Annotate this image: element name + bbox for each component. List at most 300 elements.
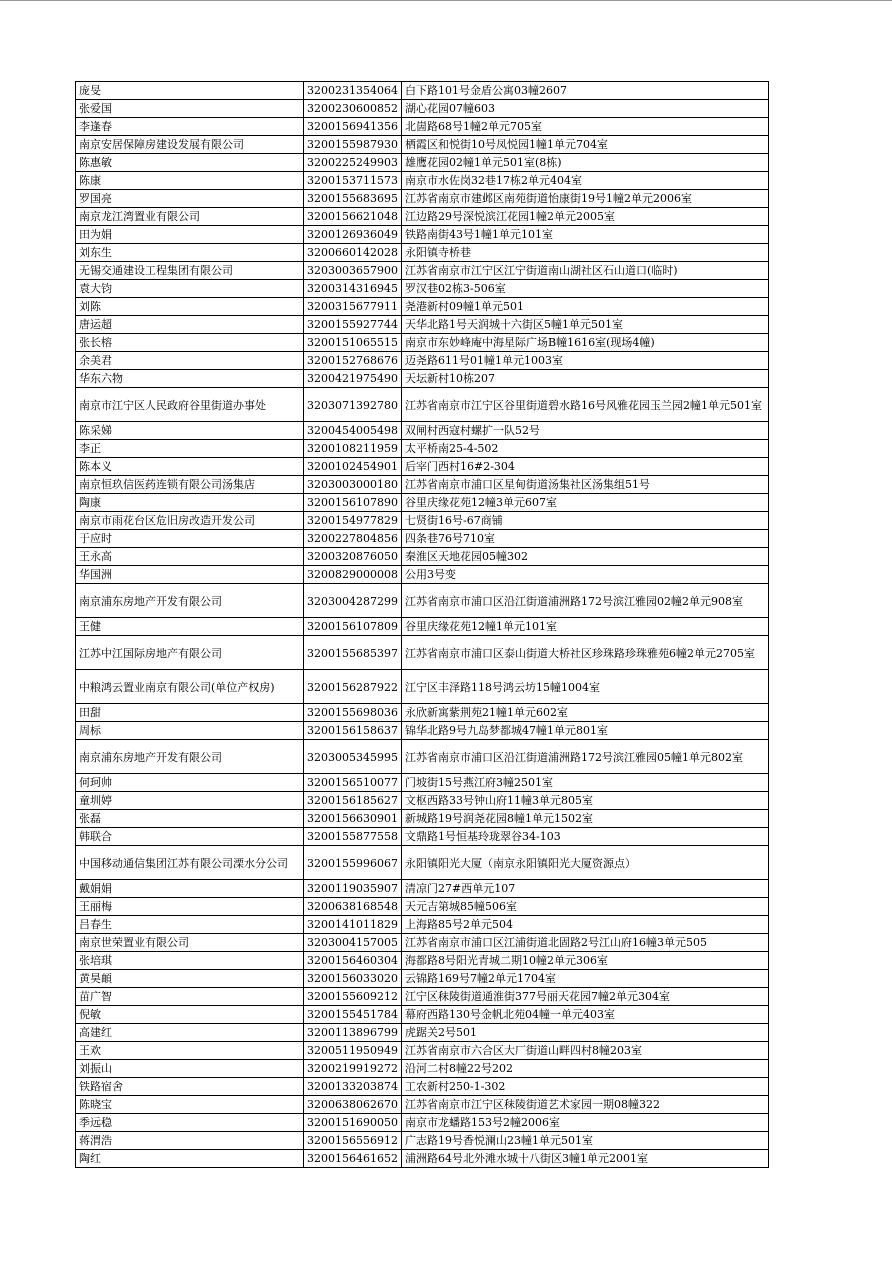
account-id-cell <box>304 618 402 636</box>
name-cell-text: 黄昊頔 <box>79 972 112 985</box>
account-id-cell-text: 3200156630901 <box>307 812 398 825</box>
account-id-cell-text: 3200156107890 <box>307 496 398 509</box>
address-cell-text: 天华北路1号天润城十六街区5幢1单元501室 <box>405 318 623 331</box>
name-cell <box>76 828 304 846</box>
name-cell <box>76 584 304 618</box>
address-cell-text: 秦淮区天地花园05幢302 <box>405 550 528 563</box>
account-id-cell <box>304 154 402 172</box>
address-cell-text: 海都路8号阳光青城二期10幢2单元306室 <box>405 954 608 967</box>
table-row <box>76 334 769 352</box>
name-cell-text: 余美君 <box>79 354 112 367</box>
address-cell-text: 罗汉巷02栋3-506室 <box>405 282 506 295</box>
address-cell <box>402 172 769 190</box>
table-row <box>76 208 769 226</box>
address-cell <box>402 548 769 566</box>
name-cell-text: 李正 <box>79 442 101 455</box>
address-cell <box>402 1078 769 1096</box>
account-id-cell <box>304 1024 402 1042</box>
account-id-cell-text: 3200155877558 <box>307 830 398 843</box>
account-id-cell <box>304 1060 402 1078</box>
name-cell-text: 中粮鸿云置业南京有限公司(单位产权房) <box>79 681 275 694</box>
name-cell <box>76 422 304 440</box>
name-cell <box>76 82 304 100</box>
name-cell <box>76 1060 304 1078</box>
address-cell-text: 江苏省南京市浦口区江浦街道北固路2号江山府16幢3单元505 <box>405 936 707 949</box>
name-cell <box>76 1114 304 1132</box>
address-cell-text: 南京市东妙峰庵中海星际广场B幢1616室(现场4幢) <box>405 336 655 349</box>
name-cell <box>76 810 304 828</box>
account-id-cell-text: 3200154977829 <box>307 514 398 527</box>
address-cell <box>402 704 769 722</box>
name-cell <box>76 352 304 370</box>
address-cell-text: 湖心花园07幢603 <box>405 102 495 115</box>
name-cell-text: 南京安居保障房建设发展有限公司 <box>79 138 244 151</box>
address-cell <box>402 618 769 636</box>
name-cell <box>76 334 304 352</box>
table-row <box>76 934 769 952</box>
address-cell-text: 尧港新村09幢1单元501 <box>405 300 524 313</box>
address-cell-text: 江苏省南京市江宁区江宁街道南山湖社区石山道口(临时) <box>405 264 678 277</box>
address-cell <box>402 458 769 476</box>
account-id-cell-text: 3200156461652 <box>307 1152 398 1165</box>
address-cell-text: 公用3号变 <box>405 568 456 581</box>
name-cell <box>76 618 304 636</box>
table-row <box>76 584 769 618</box>
account-id-cell <box>304 566 402 584</box>
address-cell-text: 双闸村西寇村螺扩一队52号 <box>405 424 540 437</box>
name-cell <box>76 440 304 458</box>
name-cell-text: 刘东生 <box>79 246 112 259</box>
table-row <box>76 566 769 584</box>
table-row <box>76 370 769 388</box>
address-cell <box>402 154 769 172</box>
account-id-cell-text: 3200108211959 <box>307 442 398 455</box>
account-id-cell <box>304 722 402 740</box>
account-id-cell-text: 3200230600852 <box>307 102 398 115</box>
table-row <box>76 262 769 280</box>
address-cell-text: 天坛新村10栋207 <box>405 372 495 385</box>
name-cell-text: 何珂帅 <box>79 776 112 789</box>
name-cell <box>76 244 304 262</box>
name-cell <box>76 548 304 566</box>
account-id-cell <box>304 512 402 530</box>
address-cell <box>402 1024 769 1042</box>
name-cell <box>76 988 304 1006</box>
address-cell <box>402 476 769 494</box>
table-row <box>76 792 769 810</box>
name-cell-text: 张长榕 <box>79 336 112 349</box>
address-cell-text: 广志路19号香悦澜山23幢1单元501室 <box>405 1134 593 1147</box>
address-cell <box>402 988 769 1006</box>
account-id-cell-text: 3200155609212 <box>307 990 398 1003</box>
name-cell-text: 华国洲 <box>79 568 112 581</box>
address-cell-text: 江宁区秣陵街道通淮街377号丽天花园7幢2单元304室 <box>405 990 670 1003</box>
table-row <box>76 670 769 704</box>
account-id-cell <box>304 740 402 774</box>
address-cell-text: 迈尧路611号01幢1单元1003室 <box>405 354 563 367</box>
table-row <box>76 846 769 880</box>
table-row <box>76 298 769 316</box>
table-row <box>76 458 769 476</box>
name-cell <box>76 1096 304 1114</box>
address-cell-text: 江苏省南京市江宁区谷里街道碧水路16号风雅花园玉兰园2幢1单元501室 <box>405 399 762 412</box>
account-id-cell-text: 3200155451784 <box>307 1008 398 1021</box>
address-cell-text: 谷里庆缘花苑12幢1单元101室 <box>405 620 557 633</box>
account-id-cell <box>304 244 402 262</box>
name-cell <box>76 226 304 244</box>
account-id-cell <box>304 530 402 548</box>
records-table <box>75 81 769 1168</box>
name-cell <box>76 704 304 722</box>
table-row <box>76 548 769 566</box>
address-cell <box>402 828 769 846</box>
address-cell <box>402 1132 769 1150</box>
address-cell <box>402 1006 769 1024</box>
table-row <box>76 1096 769 1114</box>
table-row <box>76 898 769 916</box>
account-id-cell-text: 3200225249903 <box>307 156 398 169</box>
name-cell-text: 无锡交通建设工程集团有限公司 <box>79 264 233 277</box>
name-cell <box>76 934 304 952</box>
account-id-cell <box>304 352 402 370</box>
account-id-cell <box>304 880 402 898</box>
name-cell-text: 南京浦东房地产开发有限公司 <box>79 595 222 608</box>
address-cell-text: 南京市龙蟠路153号2幢2006室 <box>405 1116 560 1129</box>
table-row <box>76 82 769 100</box>
account-id-cell-text: 3200156287922 <box>307 681 398 694</box>
address-cell <box>402 846 769 880</box>
account-id-cell <box>304 458 402 476</box>
name-cell-text: 王永高 <box>79 550 112 563</box>
account-id-cell <box>304 1132 402 1150</box>
table-row <box>76 618 769 636</box>
address-cell <box>402 100 769 118</box>
account-id-cell-text: 3200660142028 <box>307 246 398 259</box>
name-cell <box>76 136 304 154</box>
name-cell-text: 田甜 <box>79 706 101 719</box>
name-cell-text: 中国移动通信集团江苏有限公司溧水分公司 <box>79 857 288 870</box>
name-cell-text: 罗国亮 <box>79 192 112 205</box>
address-cell-text: 江宁区丰泽路118号鸿云坊15幢1004室 <box>405 681 600 694</box>
name-cell <box>76 530 304 548</box>
table-row <box>76 774 769 792</box>
address-cell-text: 江苏省南京市浦口区星甸街道汤集社区汤集组51号 <box>405 478 650 491</box>
table-row <box>76 1078 769 1096</box>
table-row <box>76 154 769 172</box>
address-cell-text: 永欣新寓紫荆苑21幢1单元602室 <box>405 706 568 719</box>
account-id-cell <box>304 226 402 244</box>
name-cell <box>76 774 304 792</box>
account-id-cell <box>304 670 402 704</box>
account-id-cell-text: 3200314316945 <box>307 282 398 295</box>
account-id-cell-text: 3200155996067 <box>307 857 398 870</box>
address-cell-text: 门坡街15号燕江府3幢2501室 <box>405 776 553 789</box>
records-body <box>76 82 769 1168</box>
address-cell-text: 上海路85号2单元504 <box>405 918 513 931</box>
address-cell <box>402 244 769 262</box>
table-row <box>76 244 769 262</box>
account-id-cell-text: 3200156460304 <box>307 954 398 967</box>
account-id-cell-text: 3200155685397 <box>307 647 398 660</box>
account-id-cell <box>304 388 402 422</box>
name-cell <box>76 118 304 136</box>
account-id-cell-text: 3200126936049 <box>307 228 398 241</box>
name-cell-text: 倪敏 <box>79 1008 101 1021</box>
address-cell <box>402 352 769 370</box>
name-cell-text: 于应时 <box>79 532 112 545</box>
address-cell <box>402 388 769 422</box>
name-cell <box>76 476 304 494</box>
account-id-cell <box>304 1006 402 1024</box>
account-id-cell-text: 3200320876050 <box>307 550 398 563</box>
address-cell <box>402 334 769 352</box>
name-cell-text: 童圳婷 <box>79 794 112 807</box>
address-cell <box>402 530 769 548</box>
account-id-cell <box>304 262 402 280</box>
account-id-cell <box>304 1150 402 1168</box>
name-cell-text: 陈采娣 <box>79 424 112 437</box>
address-cell <box>402 316 769 334</box>
account-id-cell-text: 3200151065515 <box>307 336 398 349</box>
name-cell-text: 周标 <box>79 724 101 737</box>
table-row <box>76 1042 769 1060</box>
name-cell <box>76 172 304 190</box>
account-id-cell-text: 3203005345995 <box>307 751 398 764</box>
table-row <box>76 916 769 934</box>
table-row <box>76 100 769 118</box>
account-id-cell <box>304 898 402 916</box>
account-id-cell-text: 3200113896799 <box>307 1026 398 1039</box>
address-cell-text: 江苏省南京市建邺区南苑街道怡康街19号1幢2单元2006室 <box>405 192 692 205</box>
account-id-cell <box>304 370 402 388</box>
table-row <box>76 316 769 334</box>
address-cell-text: 南京市水佐岗32巷17栋2单元404室 <box>405 174 582 187</box>
table-row <box>76 1114 769 1132</box>
address-cell <box>402 916 769 934</box>
address-cell <box>402 190 769 208</box>
name-cell <box>76 298 304 316</box>
account-id-cell <box>304 136 402 154</box>
name-cell <box>76 566 304 584</box>
account-id-cell <box>304 1042 402 1060</box>
table-row <box>76 828 769 846</box>
table-row <box>76 1006 769 1024</box>
table-row <box>76 512 769 530</box>
address-cell <box>402 1042 769 1060</box>
name-cell <box>76 208 304 226</box>
name-cell-text: 王健 <box>79 620 101 633</box>
name-cell-text: 南京市雨花台区危旧房改造开发公司 <box>79 514 255 527</box>
account-id-cell <box>304 704 402 722</box>
address-cell-text: 江苏省南京市浦口区沿江街道浦洲路172号滨江雅园05幢1单元802室 <box>405 751 743 764</box>
address-cell <box>402 118 769 136</box>
account-id-cell <box>304 172 402 190</box>
name-cell-text: 陈惠敏 <box>79 156 112 169</box>
name-cell-text: 张培琪 <box>79 954 112 967</box>
account-id-cell <box>304 1114 402 1132</box>
account-id-cell-text: 3203003000180 <box>307 478 398 491</box>
account-id-cell-text: 3200219919272 <box>307 1062 398 1075</box>
name-cell-text: 高建红 <box>79 1026 112 1039</box>
name-cell-text: 陶康 <box>79 496 101 509</box>
address-cell <box>402 810 769 828</box>
name-cell <box>76 952 304 970</box>
address-cell <box>402 440 769 458</box>
name-cell <box>76 846 304 880</box>
address-cell-text: 北崮路68号1幢2单元705室 <box>405 120 542 133</box>
address-cell-text: 四条巷76号710室 <box>405 532 495 545</box>
address-cell <box>402 670 769 704</box>
address-cell-text: 铁路南街43号1幢1单元101室 <box>405 228 553 241</box>
table-row <box>76 440 769 458</box>
name-cell-text: 苗广智 <box>79 990 112 1003</box>
table-row <box>76 530 769 548</box>
address-cell <box>402 512 769 530</box>
name-cell-text: 陈本义 <box>79 460 112 473</box>
account-id-cell-text: 3203003657900 <box>307 264 398 277</box>
name-cell-text: 张爱国 <box>79 102 112 115</box>
table-row <box>76 118 769 136</box>
address-cell-text: 天元吉第城85幢506室 <box>405 900 517 913</box>
address-cell <box>402 82 769 100</box>
account-id-cell <box>304 190 402 208</box>
name-cell <box>76 722 304 740</box>
account-id-cell <box>304 100 402 118</box>
name-cell-text: 陶红 <box>79 1152 101 1165</box>
address-cell-text: 浦洲路64号北外滩水城十八街区3幢1单元2001室 <box>405 1152 648 1165</box>
name-cell-text: 刘振山 <box>79 1062 112 1075</box>
name-cell-text: 张磊 <box>79 812 101 825</box>
address-cell-text: 江边路29号深悦滨江花园1幢2单元2005室 <box>405 210 615 223</box>
address-cell <box>402 494 769 512</box>
name-cell-text: 唐运超 <box>79 318 112 331</box>
table-row <box>76 740 769 774</box>
account-id-cell <box>304 970 402 988</box>
account-id-cell-text: 3203004157005 <box>307 936 398 949</box>
name-cell <box>76 512 304 530</box>
address-cell <box>402 280 769 298</box>
address-cell-text: 后宰门西村16#2-304 <box>405 460 515 473</box>
name-cell-text: 陈晓宝 <box>79 1098 112 1111</box>
name-cell <box>76 1150 304 1168</box>
account-id-cell <box>304 988 402 1006</box>
account-id-cell-text: 3200119035907 <box>307 882 398 895</box>
address-cell-text: 清凉门27#西单元107 <box>405 882 516 895</box>
address-cell-text: 虎踞关2号501 <box>405 1026 477 1039</box>
address-cell <box>402 136 769 154</box>
address-cell-text: 永阳镇寺桥巷 <box>405 246 471 259</box>
name-cell-text: 吕春生 <box>79 918 112 931</box>
account-id-cell <box>304 118 402 136</box>
name-cell <box>76 670 304 704</box>
address-cell-text: 栖霞区和悦街10号凤悦园1幢1单元704室 <box>405 138 608 151</box>
account-id-cell <box>304 934 402 952</box>
account-id-cell-text: 3200156033020 <box>307 972 398 985</box>
account-id-cell-text: 3200421975490 <box>307 372 398 385</box>
address-cell <box>402 952 769 970</box>
address-cell <box>402 722 769 740</box>
account-id-cell-text: 3203004287299 <box>307 595 398 608</box>
account-id-cell-text: 3200315677911 <box>307 300 398 313</box>
name-cell-text: 田为娟 <box>79 228 112 241</box>
account-id-cell <box>304 810 402 828</box>
name-cell <box>76 388 304 422</box>
name-cell-text: 南京浦东房地产开发有限公司 <box>79 751 222 764</box>
name-cell-text: 蒋渭浩 <box>79 1134 112 1147</box>
name-cell <box>76 898 304 916</box>
account-id-cell-text: 3200156556912 <box>307 1134 398 1147</box>
account-id-cell-text: 3200511950949 <box>307 1044 398 1057</box>
address-cell-text: 江苏省南京市浦口区沿江街道浦洲路172号滨江雅园02幢2单元908室 <box>405 595 743 608</box>
account-id-cell <box>304 828 402 846</box>
name-cell <box>76 1078 304 1096</box>
name-cell-text: 庞旻 <box>79 84 101 97</box>
table-row <box>76 422 769 440</box>
account-id-cell-text: 3200156185627 <box>307 794 398 807</box>
account-id-cell-text: 3200156107809 <box>307 620 398 633</box>
account-id-cell <box>304 792 402 810</box>
name-cell-text: 江苏中江国际房地产有限公司 <box>79 647 222 660</box>
table-row <box>76 352 769 370</box>
address-cell <box>402 584 769 618</box>
table-row <box>76 190 769 208</box>
name-cell <box>76 1042 304 1060</box>
name-cell <box>76 1132 304 1150</box>
account-id-cell-text: 3200152768676 <box>307 354 398 367</box>
page-top-rule <box>0 0 892 1</box>
account-id-cell <box>304 440 402 458</box>
table-row <box>76 1024 769 1042</box>
name-cell <box>76 1024 304 1042</box>
name-cell <box>76 636 304 670</box>
address-cell <box>402 566 769 584</box>
address-cell-text: 太平桥南25-4-502 <box>405 442 499 455</box>
name-cell <box>76 154 304 172</box>
address-cell <box>402 1150 769 1168</box>
account-id-cell <box>304 298 402 316</box>
address-cell-text: 文鼎路1号恒基玲珑翠谷34-103 <box>405 830 561 843</box>
name-cell <box>76 100 304 118</box>
account-id-cell <box>304 548 402 566</box>
account-id-cell-text: 3200156621048 <box>307 210 398 223</box>
address-cell <box>402 740 769 774</box>
name-cell <box>76 792 304 810</box>
account-id-cell-text: 3200155698036 <box>307 706 398 719</box>
name-cell <box>76 740 304 774</box>
name-cell-text: 季远稳 <box>79 1116 112 1129</box>
account-id-cell-text: 3203071392780 <box>307 399 398 412</box>
account-id-cell <box>304 916 402 934</box>
account-id-cell <box>304 82 402 100</box>
table-row <box>76 880 769 898</box>
address-cell <box>402 208 769 226</box>
account-id-cell-text: 3200227804856 <box>307 532 398 545</box>
table-row <box>76 136 769 154</box>
name-cell-text: 刘陈 <box>79 300 101 313</box>
address-cell-text: 云锦路169号7幢2单元1704室 <box>405 972 556 985</box>
name-cell-text: 王丽梅 <box>79 900 112 913</box>
address-cell-text: 永阳镇阳光大厦（南京永阳镇阳光大厦资源点） <box>405 857 636 870</box>
account-id-cell-text: 3200133203874 <box>307 1080 398 1093</box>
table-row <box>76 388 769 422</box>
account-id-cell <box>304 334 402 352</box>
name-cell <box>76 370 304 388</box>
address-cell-text: 新城路19号润尧花园8幢1单元1502室 <box>405 812 593 825</box>
address-cell <box>402 1096 769 1114</box>
name-cell-text: 韩联合 <box>79 830 112 843</box>
account-id-cell <box>304 476 402 494</box>
name-cell-text: 王欢 <box>79 1044 101 1057</box>
